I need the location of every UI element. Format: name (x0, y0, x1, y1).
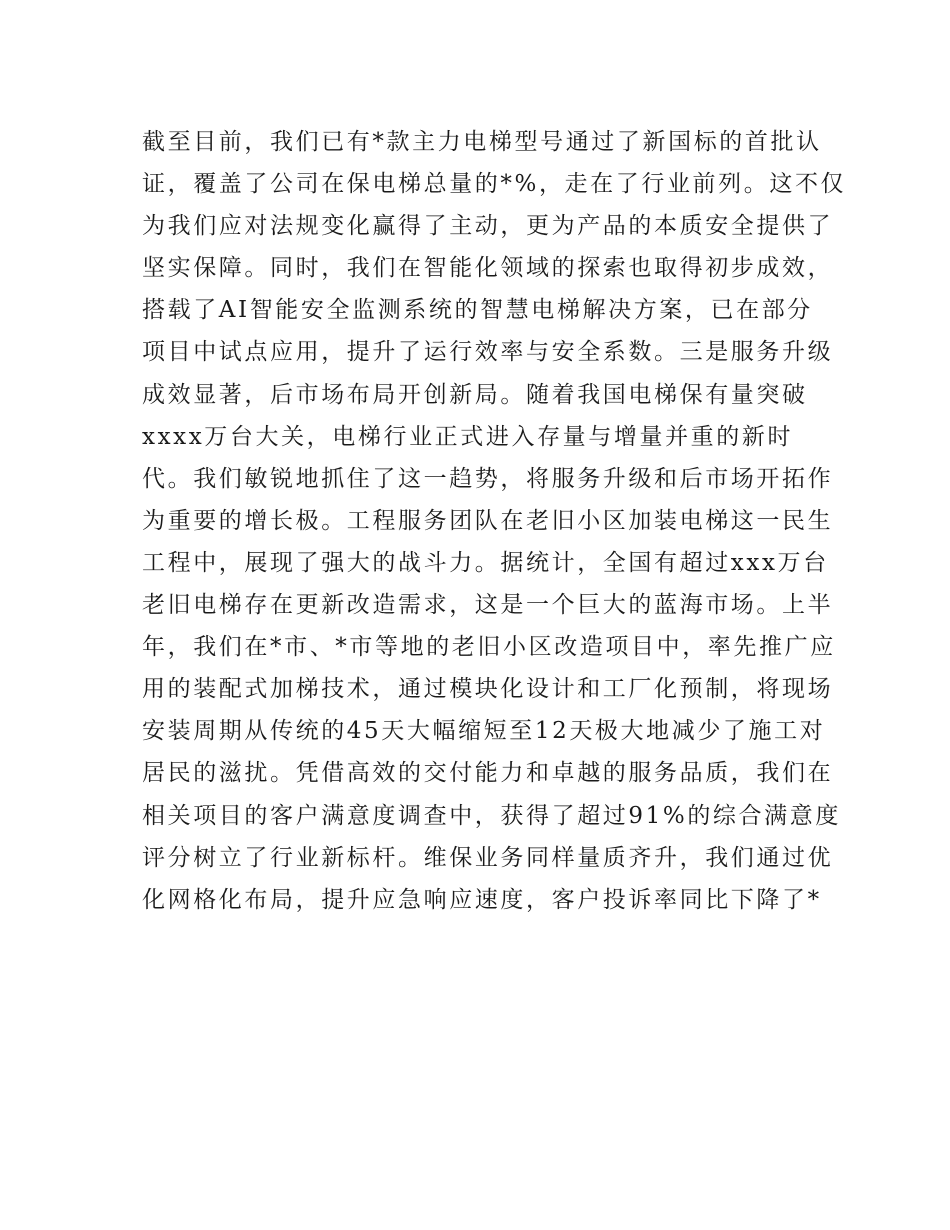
text-line: 工程中，展现了强大的战斗力。据统计，全国有超过xxx万台 (142, 549, 829, 576)
text-line: 截至目前，我们已有*款主力电梯型号通过了新国标的首批认 (142, 129, 822, 155)
text-line: 代。我们敏锐地抓住了这一趋势，将服务升级和后市场开拓作 (142, 465, 834, 492)
text-line: 用的装配式加梯技术，通过模块化设计和工厂化预制，将现场 (142, 676, 834, 703)
text-line: 老旧电梯存在更新改造需求，这是一个巨大的蓝海市场。上半 (142, 592, 834, 619)
text-line: 为重要的增长极。工程服务团队在老旧小区加装电梯这一民生 (142, 507, 834, 534)
text-line: 安装周期从传统的45天大幅缩短至12天极大地减少了施工对 (142, 718, 826, 745)
text-line: 年，我们在*市、*市等地的老旧小区改造项目中，率先推广应 (142, 634, 836, 661)
text-line: 项目中试点应用，提升了运行效率与安全系数。三是服务升级 (142, 339, 834, 366)
text-line: 证，覆盖了公司在保电梯总量的*%，走在了行业前列。这不仅 (142, 171, 847, 198)
text-line: 化网格化布局，提升应急响应速度，客户投诉率同比下降了* (142, 886, 822, 913)
text-line: 评分树立了行业新标杆。维保业务同样量质齐升，我们通过优 (142, 844, 834, 871)
text-line: 为我们应对法规变化赢得了主动，更为产品的本质安全提供了 (142, 213, 834, 240)
body-paragraph (142, 121, 847, 921)
text-line: 成效显著，后市场布局开创新局。随着我国电梯保有量突破 (142, 381, 808, 408)
text-line: 相关项目的客户满意度调查中，获得了超过91%的综合满意度 (142, 802, 841, 829)
text-line: xxxx万台大关，电梯行业正式进入存量与增量并重的新时 (142, 423, 794, 450)
text-line: 居民的滋扰。凭借高效的交付能力和卓越的服务品质，我们在 (142, 760, 834, 787)
text-line: 坚实保障。同时，我们在智能化领域的探索也取得初步成效， (142, 255, 834, 282)
text-line: 搭载了AI智能安全监测系统的智慧电梯解决方案，已在部分 (142, 297, 813, 324)
